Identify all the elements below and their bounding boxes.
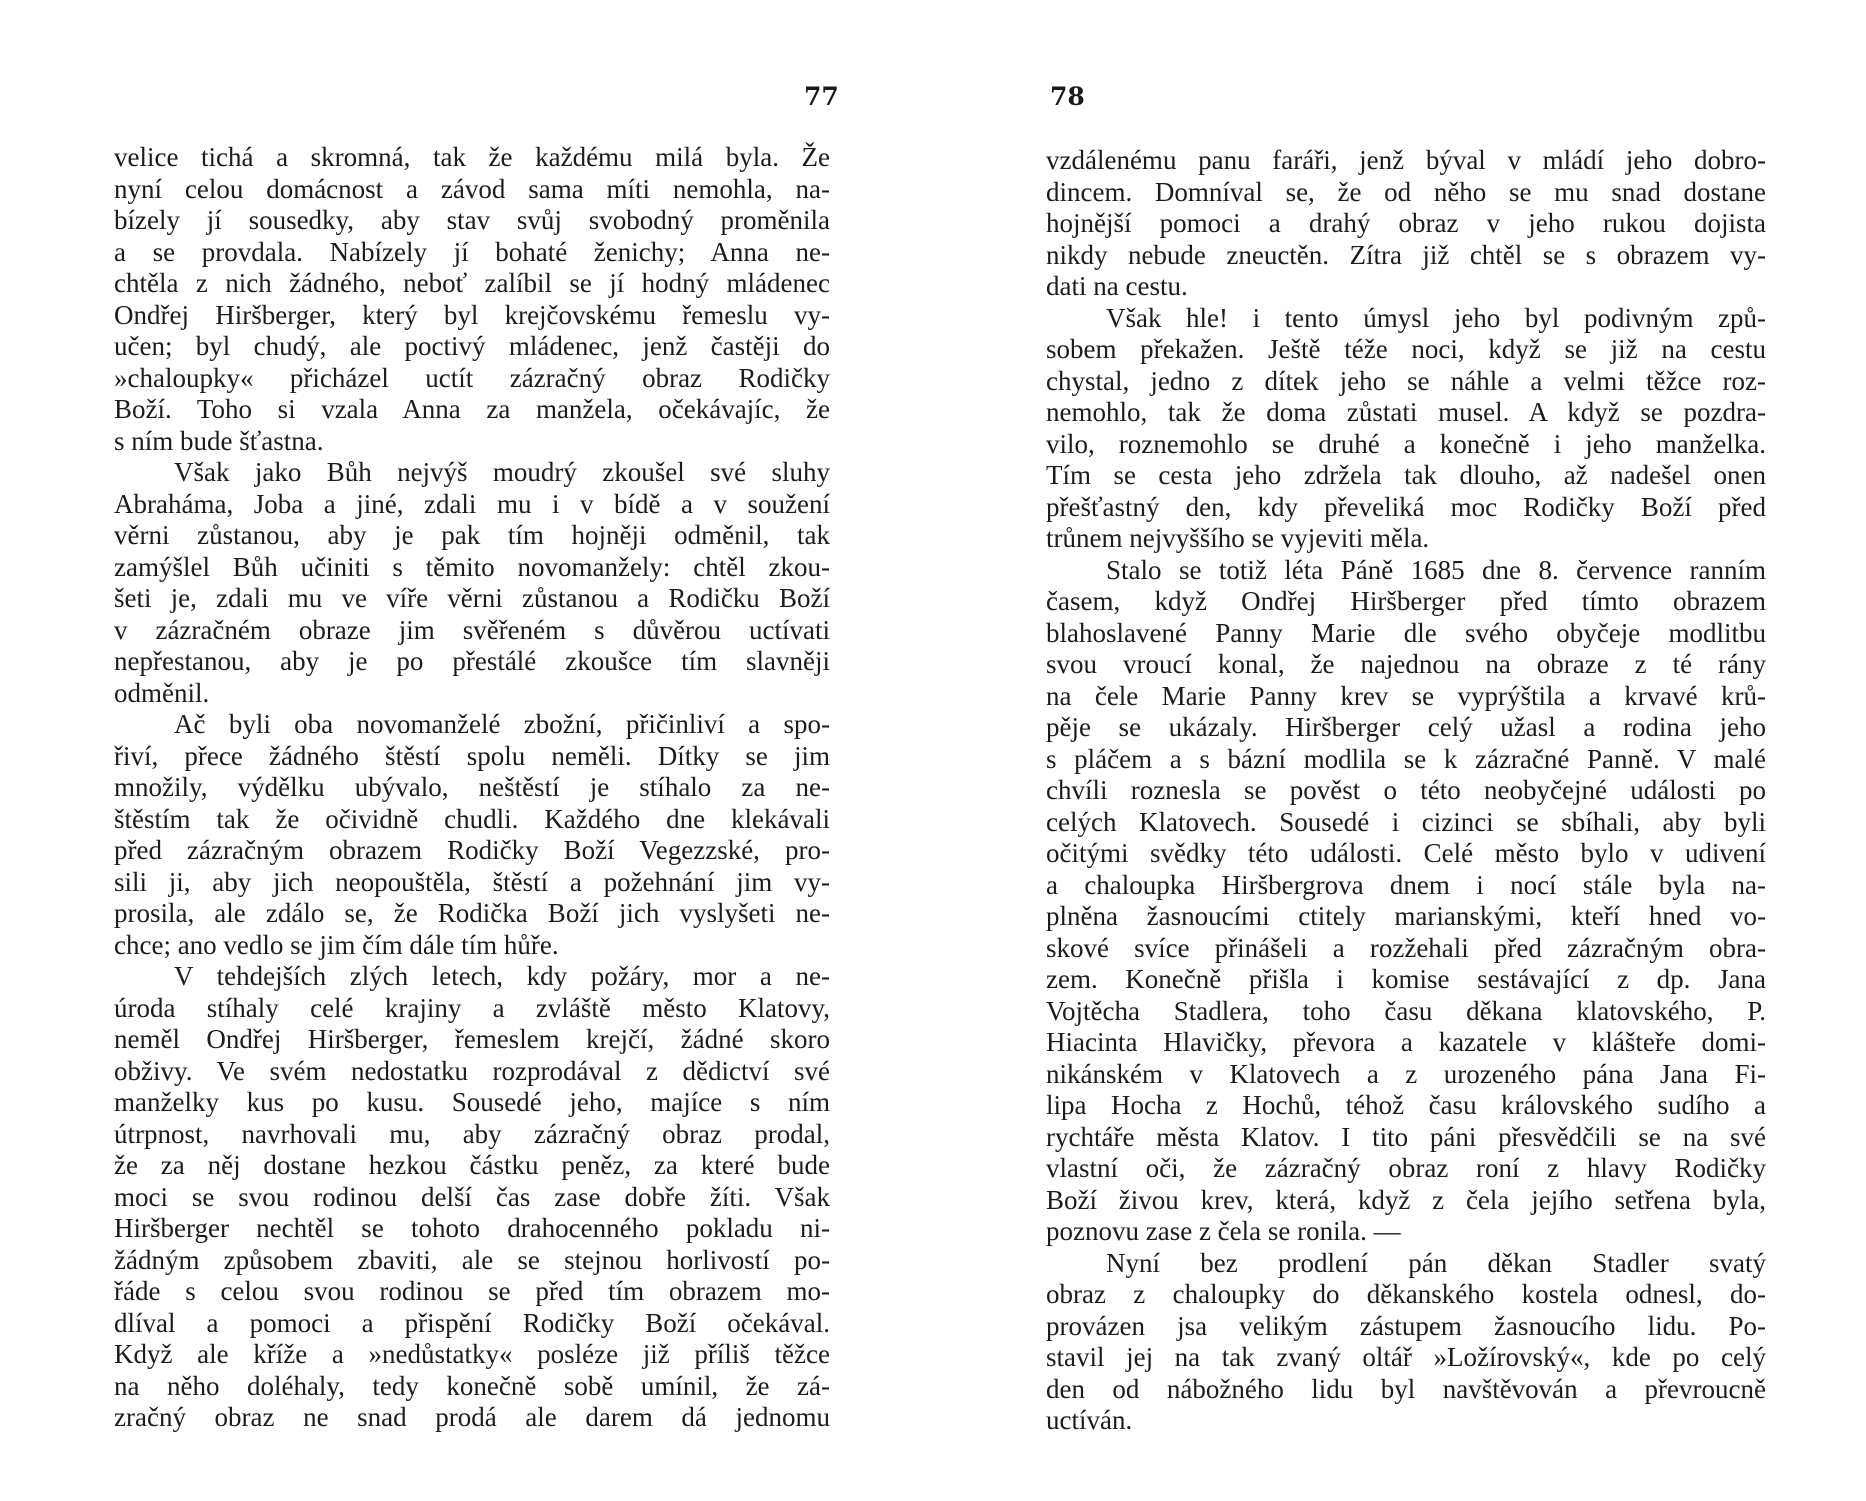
- text-line: bízely jí sousedky, aby stav svůj svobodný proměnila: [114, 205, 830, 235]
- text-line: vlastní oči, že zázračný obraz roní z hlavy Rodičky: [1046, 1153, 1766, 1183]
- text-line: dati na cestu.: [1046, 271, 1188, 301]
- text-line: v zázračném obraze jim svěřeném s důvěrou uctívati: [114, 614, 830, 645]
- text-line: řiví, přece žádného štěstí spolu neměli. Dítky se jim: [114, 740, 830, 771]
- text-line: moci se svou rodinou delší čas zase dobře žíti. Však: [114, 1181, 830, 1212]
- text-line: učen; byl chudý, ale poctivý mládenec, jenž častěji do: [114, 331, 830, 361]
- text-line: s pláčem a s bázní modlila se k zázračné Panně. V malé: [1046, 743, 1766, 774]
- text-line: úroda stíhaly celé krajiny a zvláště město Klatovy,: [114, 992, 830, 1023]
- text-line: Když ale kříže a »nedůstatky« posléze již příliš těžce: [114, 1339, 830, 1369]
- text-line: chtěla z nich žádného, neboť zalíbil se jí hodný mládenec: [114, 268, 830, 298]
- text-line: manželky kus po kusu. Sousedé jeho, majíce s ním: [114, 1087, 830, 1117]
- text-line: před zázračným obrazem Rodičky Boží Vegezzské, pro-: [114, 835, 830, 865]
- text-line: hojnější pomoci a drahý obraz v jeho rukou dojista: [1046, 208, 1766, 238]
- text-line: na čele Marie Panny krev se vyprýštila a krvavé krů-: [1046, 680, 1766, 711]
- text-line: zamýšlel Bůh učiniti s těmito novomanžely: chtěl zkou-: [114, 551, 830, 582]
- text-line: Hiršberger nechtěl se tohoto drahocenného pokladu ni-: [114, 1213, 830, 1243]
- text-line: a chaloupka Hiršbergrova dnem i nocí stále byla na-: [1046, 869, 1766, 900]
- right-page-text: [1046, 145, 1766, 1437]
- text-line: rychtáře města Klatov. I tito páni přesvědčili se na své: [1046, 1121, 1766, 1152]
- text-line: věrni zůstanou, aby je pak tím hojněji odměnil, tak: [114, 520, 830, 550]
- text-line: lipa Hocha z Hochů, téhož času královského sudího a: [1046, 1090, 1766, 1120]
- text-line: nikánském v Klatovech a z urozeného pána Jana Fi-: [1046, 1058, 1766, 1089]
- text-line: skové svíce přinášeli a rozžehali před zázračným obra-: [1046, 932, 1766, 963]
- text-line: šeti je, zdali mu ve víře věrni zůstanou a Rodičku Boží: [114, 583, 830, 613]
- text-line: prosila, ale zdálo se, že Rodička Boží jich vyslyšeti ne-: [114, 898, 830, 928]
- right-page: [933, 0, 1866, 1501]
- left-page-number: 77: [804, 82, 839, 111]
- text-line: chce; ano vedlo se jim čím dále tím hůře.: [114, 929, 559, 960]
- text-line: očitými svědky této události. Celé město bylo v udivení: [1046, 838, 1766, 868]
- text-line: provázen jsa velikým zástupem žasnoucího lidu. Po-: [1046, 1310, 1766, 1341]
- left-page-text: [114, 142, 830, 1434]
- text-line: blahoslavené Panny Marie dle svého obyčeje modlitbu: [1046, 617, 1766, 648]
- text-line: sili ji, aby jich neopouštěla, štěstí a požehnání jim vy-: [114, 866, 830, 897]
- text-line: plněna žasnoucími ctitely marianskými, kteří hned vo-: [1046, 901, 1766, 931]
- text-line: s ním bude šťastna.: [114, 425, 324, 456]
- text-line: zračný obraz ne snad prodá ale darem dá jednomu: [114, 1402, 830, 1432]
- text-line: svou vroucí konal, že najednou na obraze z té rány: [1046, 649, 1766, 679]
- text-line: časem, když Ondřej Hiršberger před tímto obrazem: [1046, 586, 1766, 616]
- right-page-number: 78: [1050, 82, 1085, 111]
- text-line: Ondřej Hiršberger, který byl krejčovskému řemeslu vy-: [114, 299, 830, 330]
- text-line: Hiacinta Hlavičky, převora a kazatele v klášteře domi-: [1046, 1027, 1766, 1057]
- text-line: Však hle! i tento úmysl jeho byl podivným způ-: [1106, 302, 1766, 333]
- text-line: poznovu zase z čela se ronila. —: [1046, 1216, 1401, 1246]
- text-line: vilo, roznemohlo se druhé a konečně i jeho manželka.: [1046, 428, 1766, 459]
- text-line: chvíli roznesla se pověst o této neobyčejné události po: [1046, 775, 1766, 805]
- text-line: trůnem nejvyššího se vyjeviti měla.: [1046, 523, 1430, 553]
- text-line: útrpnost, navrhovali mu, aby zázračný obraz prodal,: [114, 1118, 830, 1149]
- text-line: Ač byli oba novomanželé zbožní, přičinliví a spo-: [174, 709, 830, 739]
- text-line: Však jako Bůh nejvýš moudrý zkoušel své sluhy: [174, 457, 830, 487]
- text-line: sobem překažen. Ještě téže noci, když se již na cestu: [1046, 334, 1766, 364]
- text-line: přešťastný den, kdy převeliká moc Rodičky Boží před: [1046, 491, 1766, 522]
- text-line: V tehdejších zlých letech, kdy požáry, mor a ne-: [174, 961, 830, 991]
- text-line: řáde s celou svou rodinou se před tím obrazem mo-: [114, 1276, 830, 1306]
- text-line: žádným způsobem zbaviti, ale se stejnou horlivostí po-: [114, 1244, 830, 1275]
- text-line: že za něj dostane hezkou částku peněz, za které bude: [114, 1150, 830, 1180]
- text-line: zem. Konečně přišla i komise sestávající z dp. Jana: [1046, 964, 1766, 994]
- text-line: den od nábožného lidu byl navštěvován a převroucně: [1046, 1373, 1766, 1404]
- text-line: na něho doléhaly, tedy konečně sobě umínil, že zá-: [114, 1370, 830, 1401]
- text-line: nemohlo, tak že doma zůstati musel. A když se pozdra-: [1046, 397, 1766, 427]
- text-line: stavil jej na tak zvaný oltář »Ložírovský«, kde po celý: [1046, 1342, 1766, 1372]
- text-line: uctíván.: [1046, 1405, 1133, 1435]
- text-line: Boží. Toho si vzala Anna za manžela, očekávajíc, že: [114, 394, 830, 424]
- text-line: dlíval a pomoci a přispění Rodičky Boží očekával.: [114, 1307, 830, 1338]
- text-line: celých Klatovech. Sousedé i cizinci se sbíhali, aby byli: [1046, 806, 1766, 837]
- text-line: Vojtěcha Stadlera, toho času děkana klatovského, P.: [1046, 995, 1766, 1026]
- text-line: nepřestanou, aby je po přestálé zkoušce tím slavněji: [114, 646, 830, 676]
- text-line: a se provdala. Nabízely jí bohaté ženichy; Anna ne-: [114, 236, 830, 267]
- text-line: Stalo se totiž léta Páně 1685 dne 8. července ranním: [1106, 554, 1766, 585]
- text-line: obživy. Ve svém nedostatku rozprodával z dědictví své: [114, 1055, 830, 1086]
- text-line: dincem. Domníval se, že od něho se mu snad dostane: [1046, 176, 1766, 207]
- text-line: Abraháma, Joba a jiné, zdali mu i v bídě a v soužení: [114, 488, 830, 519]
- text-line: vzdálenému panu faráři, jenž býval v mládí jeho dobro-: [1046, 145, 1766, 175]
- text-line: nyní celou domácnost a závod sama míti nemohla, na-: [114, 173, 830, 204]
- text-line: množily, výdělku ubývalo, neštěstí je stíhalo za ne-: [114, 772, 830, 802]
- text-line: štěstím tak že očividně chudli. Každého dne klekávali: [114, 803, 830, 834]
- text-line: nikdy nebude zneuctěn. Zítra již chtěl se s obrazem vy-: [1046, 239, 1766, 270]
- text-line: Boží živou krev, která, když z čela jejího setřena byla,: [1046, 1184, 1766, 1215]
- text-line: Nyní bez prodlení pán děkan Stadler svatý: [1106, 1247, 1766, 1278]
- text-line: obraz z chaloupky do děkanského kostela odnesl, do-: [1046, 1279, 1766, 1309]
- text-line: »chaloupky« přicházel uctít zázračný obraz Rodičky: [114, 362, 830, 393]
- text-line: velice tichá a skromná, tak že každému milá byla. Že: [114, 142, 830, 172]
- text-line: odměnil.: [114, 677, 210, 708]
- text-line: neměl Ondřej Hiršberger, řemeslem krejčí, žádné skoro: [114, 1024, 830, 1054]
- text-line: pěje se ukázaly. Hiršberger celý užasl a rodina jeho: [1046, 712, 1766, 742]
- text-line: chystal, jedno z dítek jeho se náhle a velmi těžce roz-: [1046, 365, 1766, 396]
- text-line: Tím se cesta jeho zdržela tak dlouho, až nadešel onen: [1046, 460, 1766, 490]
